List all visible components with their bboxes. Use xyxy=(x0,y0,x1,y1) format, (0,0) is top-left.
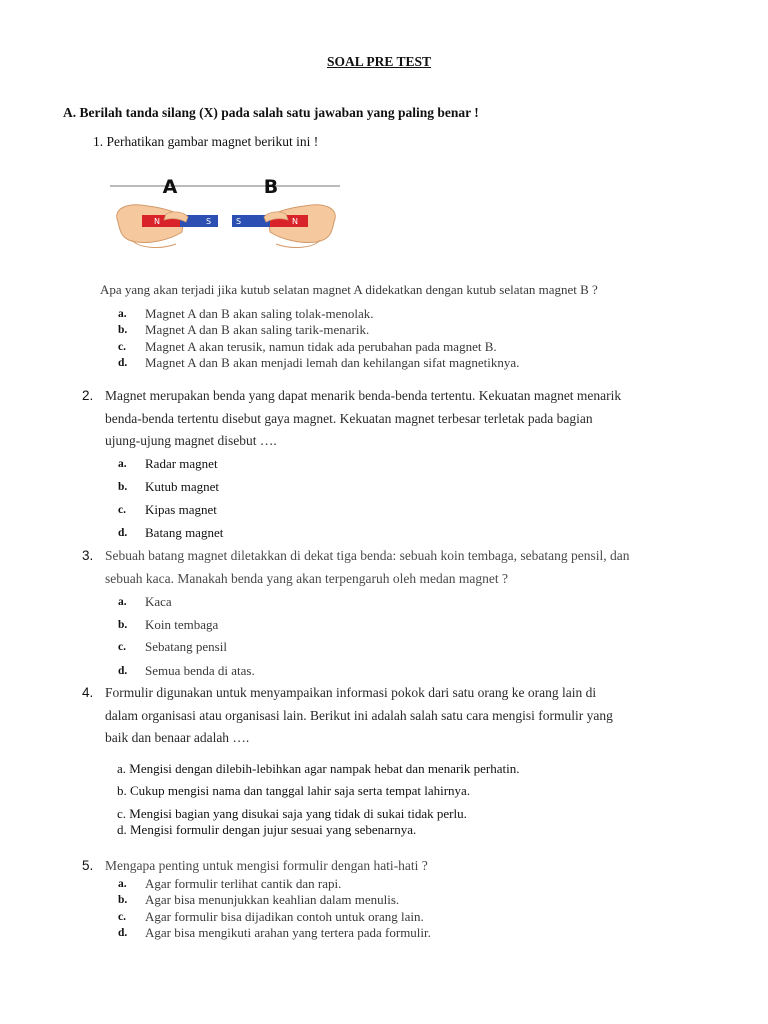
q5-option-d: Agar bisa mengikuti arahan yang tertera pada formulir. xyxy=(145,925,431,940)
magnet-figure xyxy=(108,170,344,260)
q4-option-d: d. Mengisi formulir dengan jujur sesuai yang sebenarnya. xyxy=(117,822,417,837)
magnet-a-north-label: N xyxy=(154,217,160,226)
q3-option-c-letter: c. xyxy=(118,641,126,653)
question-1-prompt: 1. Perhatikan gambar magnet berikut ini ! xyxy=(93,134,319,149)
q3-option-b: Koin tembaga xyxy=(145,617,219,632)
q3-option-a-letter: a. xyxy=(118,596,127,608)
question-2-line-1: Magnet merupakan benda yang dapat menarik benda-benda tertentu. Kekuatan magnet menarik xyxy=(105,388,622,403)
q1-option-b-letter: b. xyxy=(118,324,128,336)
q2-option-d-letter: d. xyxy=(118,527,128,539)
q1-option-d-letter: d. xyxy=(118,357,128,369)
question-1-text: Apa yang akan terjadi jika kutub selatan magnet A didekatkan dengan kutub selatan magnet B ? xyxy=(100,282,598,297)
section-instruction: A. Berilah tanda silang (X) pada salah satu jawaban yang paling benar ! xyxy=(63,105,479,120)
question-3-line-1: Sebuah batang magnet diletakkan di dekat tiga benda: sebuah koin tembaga, sebatang pensil, dan xyxy=(105,548,630,563)
magnet-a-label: A xyxy=(162,176,178,198)
question-5-text: Mengapa penting untuk mengisi formulir dengan hati-hati ? xyxy=(105,858,428,873)
q2-option-d: Batang magnet xyxy=(145,525,224,540)
q2-option-c-letter: c. xyxy=(118,504,126,516)
magnet-b-north-label: N xyxy=(292,217,298,226)
question-4-number: 4. xyxy=(82,685,94,700)
q3-option-b-letter: b. xyxy=(118,619,128,631)
question-3-number: 3. xyxy=(82,548,94,563)
question-4-line-1: Formulir digunakan untuk menyampaikan informasi pokok dari satu orang ke orang lain di xyxy=(105,685,597,700)
magnet-a-south-label: S xyxy=(206,217,212,226)
question-2-line-3: ujung-ujung magnet disebut …. xyxy=(105,433,277,448)
q3-option-c: Sebatang pensil xyxy=(145,639,227,654)
q4-option-a: a. Mengisi dengan dilebih-lebihkan agar nampak hebat dan menarik perhatin. xyxy=(117,761,520,776)
q5-option-d-letter: d. xyxy=(118,927,128,939)
q2-option-a-letter: a. xyxy=(118,458,127,470)
q1-option-c-letter: c. xyxy=(118,341,126,353)
q5-option-b: Agar bisa menunjukkan keahlian dalam menulis. xyxy=(145,892,400,907)
question-2-line-2: benda-benda tertentu disebut gaya magnet. Kekuatan magnet terbesar terletak pada bagian xyxy=(105,411,593,426)
q2-option-c: Kipas magnet xyxy=(145,502,217,517)
q4-option-c: c. Mengisi bagian yang disukai saja yang tidak di sukai tidak perlu. xyxy=(117,806,467,821)
magnet-b-label: B xyxy=(263,176,279,198)
q2-option-b: Kutub magnet xyxy=(145,479,220,494)
q3-option-a: Kaca xyxy=(145,594,172,609)
q1-option-a-letter: a. xyxy=(118,308,127,320)
q3-option-d-letter: d. xyxy=(118,665,128,677)
page-title: SOAL PRE TEST xyxy=(326,54,432,69)
q5-option-c-letter: c. xyxy=(118,911,126,923)
q5-option-a-letter: a. xyxy=(118,878,127,890)
question-2-number: 2. xyxy=(82,388,94,403)
q4-option-b: b. Cukup mengisi nama dan tanggal lahir saja serta tempat lahirnya. xyxy=(117,783,471,798)
q5-option-b-letter: b. xyxy=(118,894,128,906)
question-4-line-3: baik dan benaar adalah …. xyxy=(105,730,250,745)
q1-option-d: Magnet A dan B akan menjadi lemah dan kehilangan sifat magnetiknya. xyxy=(145,355,520,370)
question-5-number: 5. xyxy=(82,858,94,873)
q1-option-b: Magnet A dan B akan saling tarik-menarik. xyxy=(145,322,370,337)
q3-option-d: Semua benda di atas. xyxy=(145,663,255,678)
question-3-line-2: sebuah kaca. Manakah benda yang akan terpengaruh oleh medan magnet ? xyxy=(105,571,508,586)
q5-option-a: Agar formulir terlihat cantik dan rapi. xyxy=(145,876,342,891)
q1-option-a: Magnet A dan B akan saling tolak-menolak. xyxy=(145,306,374,321)
q2-option-a: Radar magnet xyxy=(145,456,218,471)
magnet-b-south-label: S xyxy=(236,217,242,226)
q2-option-b-letter: b. xyxy=(118,481,128,493)
q5-option-c: Agar formulir bisa dijadikan contoh untuk orang lain. xyxy=(145,909,424,924)
q1-option-c: Magnet A akan terusik, namun tidak ada perubahan pada magnet B. xyxy=(145,339,497,354)
question-4-line-2: dalam organisasi atau organisasi lain. Berikut ini adalah salah satu cara mengisi formulir yang xyxy=(105,708,613,723)
